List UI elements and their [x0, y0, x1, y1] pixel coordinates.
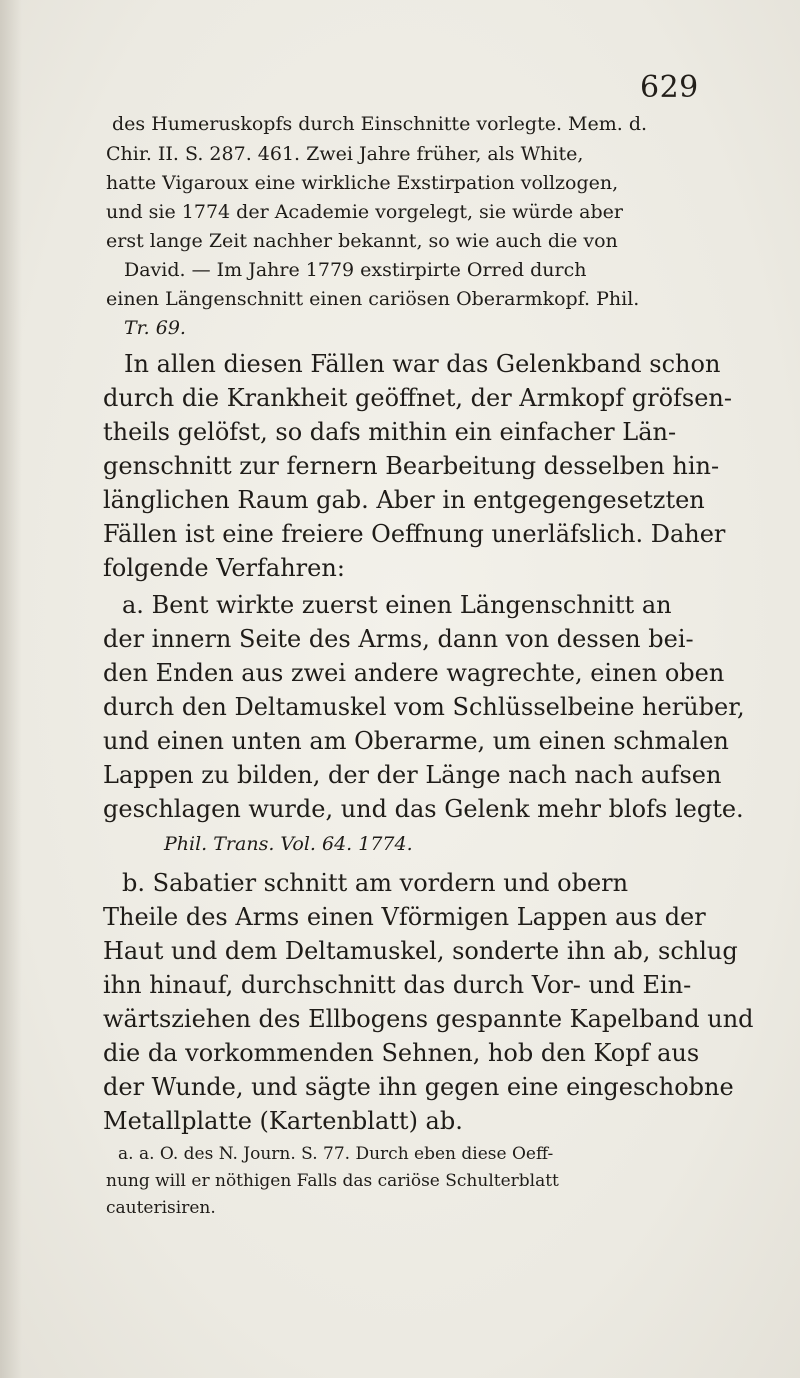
page-number: 629 [640, 70, 699, 105]
text-line: theils gelöfst, so dafs mithin ein einfacher Län- [103, 418, 677, 446]
text-line: Tr. 69. [124, 317, 186, 339]
text-line: David. — Im Jahre 1779 exstirpirte Orred durch [124, 259, 587, 281]
text-line: und einen unten am Oberarme, um einen schmalen [103, 727, 729, 755]
text-line: durch die Krankheit geöffnet, der Armkopf gröfsen- [103, 384, 732, 412]
text-line: die da vorkommenden Sehnen, hob den Kopf aus [103, 1039, 700, 1067]
text-line: genschnitt zur fernern Bearbeitung desselben hin- [103, 452, 720, 480]
text-line: der Wunde, und sägte ihn gegen eine eingeschobne [103, 1073, 734, 1101]
text-line: hatte Vigaroux eine wirkliche Exstirpation vollzogen, [106, 172, 619, 194]
footnote-line: nung will er nöthigen Falls das cariöse Schulterblatt [106, 1171, 559, 1191]
page-gutter-shadow [0, 0, 22, 1378]
text-line: des Humeruskopfs durch Einschnitte vorlegte. Mem. d. [112, 113, 648, 135]
text-line: erst lange Zeit nachher bekannt, so wie auch die von [106, 230, 618, 252]
text-line: Theile des Arms einen Vförmigen Lappen aus der [103, 903, 706, 931]
text-line: folgende Verfahren: [103, 554, 345, 582]
text-line: Haut und dem Deltamuskel, sonderte ihn ab, schlug [103, 937, 738, 965]
text-line: Metallplatte (Kartenblatt) ab. [103, 1107, 463, 1135]
text-line: durch den Deltamuskel vom Schlüsselbeine herüber, [103, 693, 745, 721]
text-line: der innern Seite des Arms, dann von dessen bei- [103, 625, 694, 653]
text-line: und sie 1774 der Academie vorgelegt, sie würde aber [106, 201, 623, 223]
journal-reference: Phil. Trans. Vol. 64. 1774. [164, 833, 413, 855]
footnote-line: a. a. O. des N. Journ. S. 77. Durch eben diese Oeff- [118, 1144, 554, 1164]
text-line: Lappen zu bilden, der der Länge nach nach aufsen [103, 761, 722, 789]
footnote-line: cauterisiren. [106, 1198, 216, 1218]
text-line: In allen diesen Fällen war das Gelenkband schon [124, 350, 721, 378]
text-line: Fällen ist eine freiere Oeffnung unerläfslich. Daher [103, 520, 726, 548]
text-line: wärtsziehen des Ellbogens gespannte Kapelband und [103, 1005, 754, 1033]
text-line: a. Bent wirkte zuerst einen Längenschnitt an [122, 591, 672, 619]
text-line: ihn hinauf, durchschnitt das durch Vor- und Ein- [103, 971, 692, 999]
text-line: länglichen Raum gab. Aber in entgegengesetzten [103, 486, 705, 514]
text-line: einen Längenschnitt einen cariösen Oberarmkopf. Phil. [106, 288, 640, 310]
text-line: geschlagen wurde, und das Gelenk mehr blofs legte. [103, 795, 744, 823]
text-line: Chir. II. S. 287. 461. Zwei Jahre früher, als White, [106, 143, 584, 165]
text-line: b. Sabatier schnitt am vordern und obern [122, 869, 629, 897]
text-line: den Enden aus zwei andere wagrechte, einen oben [103, 659, 725, 687]
